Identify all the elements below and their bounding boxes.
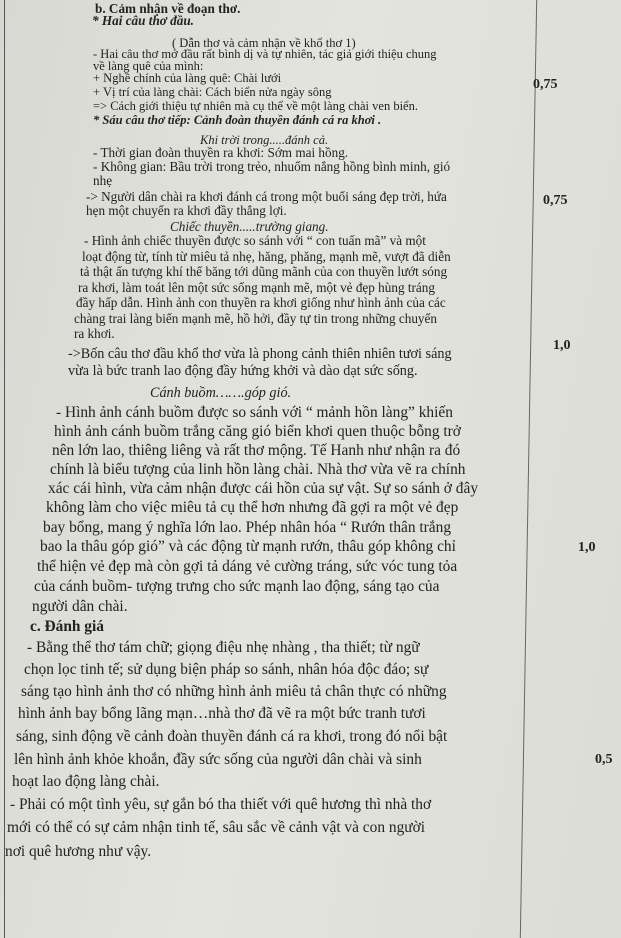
text-line: => Cách giới thiệu tự nhiên mà cụ thể về một làng chài ven biển.: [93, 99, 418, 113]
score-value: 0,75: [543, 193, 568, 208]
text-line: ra khơi.: [74, 326, 115, 341]
text-line: ( Dẫn thơ và cảm nhận về khổ thơ 1): [172, 36, 356, 50]
score-value: 0,5: [595, 752, 613, 767]
text-line: - Bằng thể thơ tám chữ; giọng điệu nhẹ nhàng , tha thiết; từ ngữ: [27, 639, 420, 656]
text-line: chính là biểu tượng của linh hồn làng chài. Nhà thơ vừa vẽ ra chính: [50, 461, 466, 478]
text-line: nên lớn lao, thiêng liêng và rất thơ mộng. Tế Hanh như nhận ra đó: [52, 442, 461, 459]
text-line: - Phải có một tình yêu, sự gắn bó tha thiết với quê hương thì nhà thơ: [10, 796, 432, 813]
text-line: c. Đánh giá: [30, 618, 104, 635]
text-line: lên hình ảnh khỏe khoắn, đầy sức sống của người dân chài và sinh: [14, 751, 422, 768]
text-line: Chiếc thuyền.....trường giang.: [170, 219, 329, 234]
text-line: mới có thể có sự cảm nhận tinh tế, sâu sắc về cảnh vật và con người: [7, 819, 426, 836]
text-line: Cánh buồm…….góp gió.: [150, 385, 292, 401]
text-line: xác cái hình, vừa cảm nhận được cái hồn của sự vật. Sự so sánh ở đây: [48, 480, 479, 497]
score-value: 1,0: [578, 540, 596, 555]
text-line: hẹn một chuyến ra khơi đầy thắng lợi.: [86, 203, 287, 218]
text-line: thể hiện vẻ đẹp mà còn gợi tả dáng vẻ cường tráng, sức vóc tung tỏa: [37, 558, 458, 575]
text-line: đầy hấp dẫn. Hình ảnh con thuyền ra khơi giống như hình ảnh của các: [76, 295, 446, 310]
text-line: nơi quê hương như vậy.: [5, 843, 152, 860]
score-value: 0,75: [533, 77, 558, 92]
text-line: vừa là bức tranh lao động đầy hứng khởi và dào dạt sức sống.: [68, 363, 418, 379]
text-line: + Vị trí của làng chài: Cách biển nửa ngày sông: [93, 85, 332, 99]
text-line: - Không gian: Bầu trời trong trẻo, nhuốm nắng hồng bình minh, gió: [93, 159, 451, 174]
text-line: chọn lọc tinh tế; sử dụng biện pháp so sánh, nhân hóa độc đáo; sự: [24, 661, 429, 678]
text-line: chàng trai làng biển mạnh mẽ, hồ hởi, đầy tự tin trong những chuyến: [74, 311, 437, 326]
text-line: - Hai câu thơ mở đầu rất bình dị và tự nhiên, tác giả giới thiệu chung: [93, 47, 437, 61]
text-line: + Nghề chính của làng quê: Chài lưới: [93, 71, 282, 85]
text-line: * Hai câu thơ đầu.: [92, 13, 194, 28]
text-line: bao la thâu góp gió” và các động từ mạnh rướn, thâu góp không chỉ: [40, 538, 456, 555]
text-line: hình ảnh cánh buồm trắng căng gió biển khơi quen thuộc bỗng trở: [54, 423, 461, 440]
text-line: sáng tạo hình ảnh thơ có những hình ảnh miêu tả chân thực có những: [21, 683, 447, 700]
text-line: hình ảnh bay bổng lãng mạn…nhà thơ đã vẽ ra một bức tranh tươi: [18, 705, 426, 722]
table-border-left: [4, 0, 5, 938]
score-value: 1,0: [553, 338, 571, 353]
text-line: ->Bốn câu thơ đầu khổ thơ vừa là phong cảnh thiên nhiên tươi sáng: [68, 346, 452, 362]
text-line: bay bổng, mang ý nghĩa lớn lao. Phép nhân hóa “ Rướn thân trắng: [43, 519, 452, 536]
text-line: hoạt lao động làng chài.: [12, 773, 160, 790]
text-line: của cánh buồm- tượng trưng cho sức mạnh lao động, sáng tạo của: [34, 578, 440, 595]
text-line: nhẹ: [93, 173, 113, 188]
table-column-divider: [520, 0, 537, 938]
text-line: sáng, sinh động về cảnh đoàn thuyền đánh cá ra khơi, trong đó nổi bật: [16, 728, 448, 745]
text-line: loạt động từ, tính từ miêu tả nhẹ, hăng, phăng, mạnh mẽ, vượt đã diễn: [82, 249, 451, 264]
text-line: -> Người dân chài ra khơi đánh cá trong một buổi sáng đẹp trời, hứa: [86, 189, 447, 204]
text-line: người dân chài.: [32, 598, 128, 615]
text-line: ra khơi, làm toát lên một sức sống mạnh mẽ, một vẻ đẹp hùng tráng: [78, 280, 435, 295]
text-line: - Hình ảnh chiếc thuyền được so sánh với “ con tuấn mã” và một: [84, 233, 426, 248]
text-line: không làm cho việc miêu tả cụ thể hơn nhưng đã gợi ra một vẻ đẹp: [46, 499, 459, 516]
text-line: - Hình ảnh cánh buồm được so sánh với “ mảnh hồn làng” khiến: [56, 404, 453, 421]
text-line: * Sáu câu thơ tiếp: Cảnh đoàn thuyền đánh cá ra khơi .: [93, 113, 382, 127]
text-line: tả thật ấn tượng khí thế băng tới dũng mãnh của con thuyền lướt sóng: [80, 264, 448, 279]
text-line: b. Cảm nhận về đoạn thơ.: [95, 1, 241, 16]
text-line: Khi trời trong.....đánh cả.: [200, 133, 329, 147]
text-line: về làng quê của mình:: [93, 59, 204, 73]
text-line: - Thời gian đoàn thuyền ra khơi: Sớm mai hồng.: [93, 145, 349, 160]
